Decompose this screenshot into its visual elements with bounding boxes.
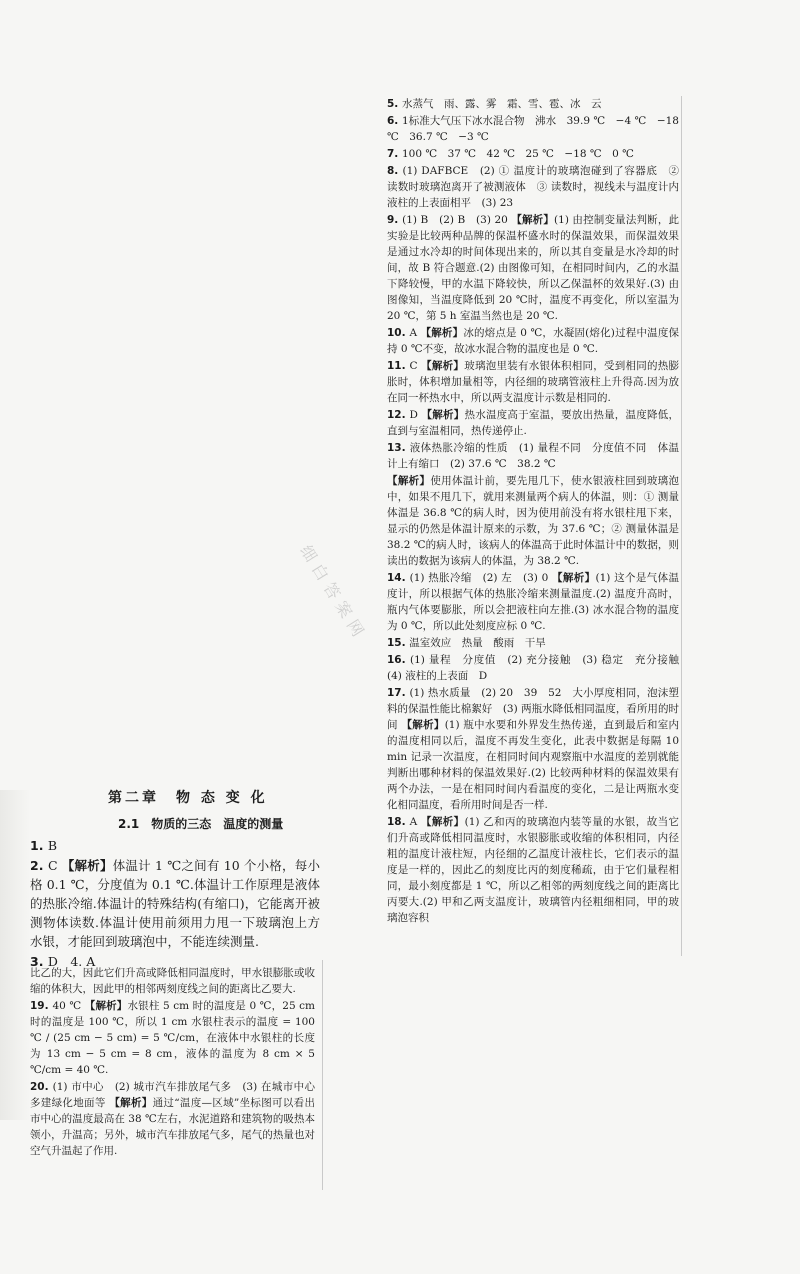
answer-choice: D	[409, 409, 422, 421]
analysis-tag: 【解析】	[401, 719, 445, 731]
answer-item	[30, 1079, 315, 1159]
answer-text: 冰的熔点是 0 ℃，水凝固(熔化)过程中温度保持 0 ℃不变，故冰水混合物的温度也是 0 ℃.	[387, 327, 680, 355]
answer-choice: (1) B (2) B (3) 20	[402, 214, 512, 226]
chapter-title: 第二章 物 态 变 化	[108, 790, 268, 806]
answer-item	[30, 998, 315, 1078]
answer-item	[387, 113, 679, 145]
answer-number: 11.	[387, 360, 410, 372]
answer-item	[387, 473, 679, 569]
answer-number: 18.	[387, 816, 410, 828]
answer-choice: (1) 热胀冷缩 (2) 左 (3) 0	[409, 572, 552, 584]
answer-number: 16.	[387, 654, 410, 666]
answer-number: 1.	[30, 838, 48, 853]
analysis-tag: 【解析】	[420, 327, 464, 339]
answer-item	[387, 163, 679, 211]
answer-item	[387, 146, 679, 162]
answer-text: 比乙的大，因此它们升高或降低相同温度时，甲水银膨胀或收缩的体积大，因此甲的相邻两刻度线之间的距离比乙要大.	[30, 967, 315, 995]
analysis-tag: 【解析】	[421, 409, 465, 421]
answer-number: 3.	[30, 954, 48, 969]
analysis-tag: 【解析】	[387, 475, 431, 487]
left-answer-column	[30, 836, 320, 972]
analysis-tag: 【解析】	[109, 1097, 153, 1109]
answer-number: 19.	[30, 1000, 53, 1012]
answer-choice: 40 ℃	[52, 1000, 85, 1012]
answer-item	[387, 570, 679, 634]
answer-item	[387, 212, 679, 324]
answer-number: 5.	[387, 98, 402, 110]
answer-number: 14.	[387, 572, 410, 584]
answer-text: 水银柱 5 cm 时的温度是 0 ℃，25 cm 时的温度是 100 ℃，所以 1 cm 水银柱表示的温度 = 100 ℃ / (25 cm − 5 cm) = 5 ℃/cm，在液体中水银柱的长度为 13 cm − 5 cm = 8 cm，液体的温度为 8 cm × 5 ℃/cm = 40 ℃.	[30, 1000, 315, 1076]
answer-number: 7.	[387, 148, 402, 160]
answer-choice: A	[409, 327, 421, 339]
left-bottom-answers	[30, 965, 315, 1160]
answer-item	[387, 407, 679, 439]
answer-text: 温室效应 热量 酸雨 干旱	[409, 637, 546, 649]
answer-text: 体温计 1 ℃之间有 10 个小格，每小格 0.1 ℃，分度值为 0.1 ℃.体温计工作原理是液体的热胀冷缩.体温计的特殊结构(有缩口)，它能离开被测物体读数.体温计使用前须用力甩一下玻璃泡上方水银，才能回到玻璃泡中，不能连续测量.	[30, 858, 320, 949]
answer-item	[30, 965, 315, 997]
answer-number: 20.	[30, 1081, 53, 1093]
answer-text: (1) DAFBCE (2) ① 温度计的玻璃泡碰到了容器底 ② 读数时玻璃泡离开了被测液体 ③ 读数时，视线未与温度计内液柱的上表面相平 (3) 23	[387, 165, 680, 209]
answer-text: (1) 由控制变量法判断，此实验是比较两种品牌的保温杯盛水时的保温效果，而保温效果是通过水冷却的时间体现出来的，所以其自变量是水冷却的时间，故 B 符合题意.(2) 由图像可知，在相同时间内，乙的水温下降较慢，甲的水温下降较快，所以乙保温杯的效果好.(3) 由图像知，当温度降低到 20 ℃时，温度不再变化，所以室温为 20 ℃，第 5 h 室温当然也是 20 ℃.	[387, 214, 680, 322]
answer-number: 2.	[30, 858, 49, 873]
answer-text: 液体热胀冷缩的性质 (1) 量程不同 分度值不同 体温计上有缩口 (2) 37.6 ℃ 38.2 ℃	[387, 442, 679, 470]
answer-text: (1) 瓶中水要和外界发生热传递，直到最后和室内的温度相同以后，温度不再发生变化，此表中数据是每隔 10 min 记录一次温度，在相同时间内观察瓶中水温度的差别就能判断出哪种材料的保温效果好.(2) 比较两种材料的保温效果有两个办法，一是在相同时间内看温度的变化，二是让两瓶水变化相同温度，看所用时间是否一样.	[387, 719, 680, 811]
answer-number: 15.	[387, 637, 410, 649]
answer-item	[387, 440, 679, 472]
answer-item	[30, 836, 320, 855]
answer-number: 6.	[387, 115, 402, 127]
answer-item	[387, 325, 679, 357]
answer-item	[387, 358, 679, 406]
answer-item	[387, 96, 679, 112]
answer-text: B	[47, 838, 57, 853]
answer-text: 水蒸气 雨、露、雾 霜、雪、雹、冰 云	[401, 98, 602, 110]
answer-text: 热水温度高于室温，要放出热量，温度降低，直到与室温相同，热传递停止.	[387, 409, 680, 437]
analysis-tag: 【解析】	[511, 214, 555, 226]
answer-item	[387, 685, 679, 813]
answer-text: (1) 这个是气体温度计，所以根据气体的热胀冷缩来测量温度.(2) 温度升高时，瓶内气体要膨胀，所以会把液柱向左推.(3) 冰水混合物的温度为 0 ℃，所以此处刻度应标 0 ℃.	[387, 572, 680, 632]
answer-choice: (1) 市中心 (2) 城市汽车排放尾气多 (3) 在城市中心多建绿化地面等	[30, 1081, 315, 1109]
answer-number: 9.	[387, 214, 403, 226]
section-title: 2.1 物质的三态 温度的测量	[118, 817, 284, 831]
answer-choice: A	[409, 816, 421, 828]
answer-number: 8.	[387, 165, 403, 177]
answer-item	[387, 635, 679, 651]
page-edge-shadow	[0, 790, 30, 1120]
analysis-tag: 【解析】	[84, 1000, 128, 1012]
left-panel-border	[322, 960, 323, 1190]
answer-choice: C	[48, 858, 62, 873]
answer-number: 13.	[387, 442, 410, 454]
answer-text: 通过“温度—区域”坐标图可以看出市中心的温度最高在 38 ℃左右，水泥道路和建筑物的吸热本领小，升温高；另外，城市汽车排放尾气多，尾气的热量也对空气升温起了作用.	[30, 1097, 315, 1157]
analysis-tag: 【解析】	[421, 360, 465, 372]
answer-text: D 4. A	[47, 954, 96, 969]
answer-text: (1) 量程 分度值 (2) 充分接触 (3) 稳定 充分接触 (4) 液柱的上表面 D	[387, 654, 690, 682]
answer-text: (1) 乙和丙的玻璃泡内装等量的水银，故当它们升高或降低相同温度时，水银膨胀或收缩的体积相同，内径粗的温度计液柱短，内径细的乙温度计液柱长，它们表示的温度是一样的，因此乙的刻度比丙的刻度稀疏，由于它们量程相同，最小刻度都是 1 ℃，所以乙相邻的两刻度线之间的距离比丙要大.(2) 甲和乙两支温度计，玻璃管内径粗细相同，甲的玻璃泡容积	[387, 816, 679, 924]
column-divider	[681, 96, 682, 956]
right-answer-column	[387, 96, 690, 927]
answer-number: 10.	[387, 327, 410, 339]
answer-number: 12.	[387, 409, 410, 421]
answer-item	[387, 814, 679, 926]
analysis-tag: 【解析】	[61, 858, 113, 873]
analysis-tag: 【解析】	[420, 816, 465, 828]
answer-text: 1标准大气压下冰水混合物 沸水 39.9 ℃ −4 ℃ −18 ℃ 36.7 ℃ −3 ℃	[387, 115, 679, 143]
answer-text: 玻璃泡里装有水银体积相同，受到相同的热膨胀时，体积增加量相等，内径细的玻璃管液柱上升得高.因为放在同一杯热水中，所以两支温度计示数是相同的.	[387, 360, 680, 404]
answer-item	[387, 652, 690, 684]
answer-text: 使用体温计前，要先甩几下，使水银液柱回到玻璃泡中，如果不甩几下，就用来测量两个病人的体温，则：① 测量体温是 36.8 ℃的病人时，因为使用前没有将水银柱甩下来，显示的仍然是体温计原来的示数，为 37.6 ℃；② 测量体温是 38.2 ℃的病人时，该病人的体温高于此时体温计中的数据，则读出的数据为该病人的体温，为 38.2 ℃.	[387, 475, 680, 567]
answer-choice: (1) 热水质量 (2) 20 39 52 大小厚度相同，泡沫塑料的保温性能比棉絮好 (3) 两瓶水降低相同温度，看所用的时间	[387, 687, 679, 731]
answer-text: 100 ℃ 37 ℃ 42 ℃ 25 ℃ −18 ℃ 0 ℃	[401, 148, 634, 160]
answer-number: 17.	[387, 687, 410, 699]
answer-choice: C	[409, 360, 422, 372]
analysis-tag: 【解析】	[551, 572, 596, 584]
answer-item	[30, 856, 320, 951]
watermark: 细白答案网	[296, 541, 371, 645]
